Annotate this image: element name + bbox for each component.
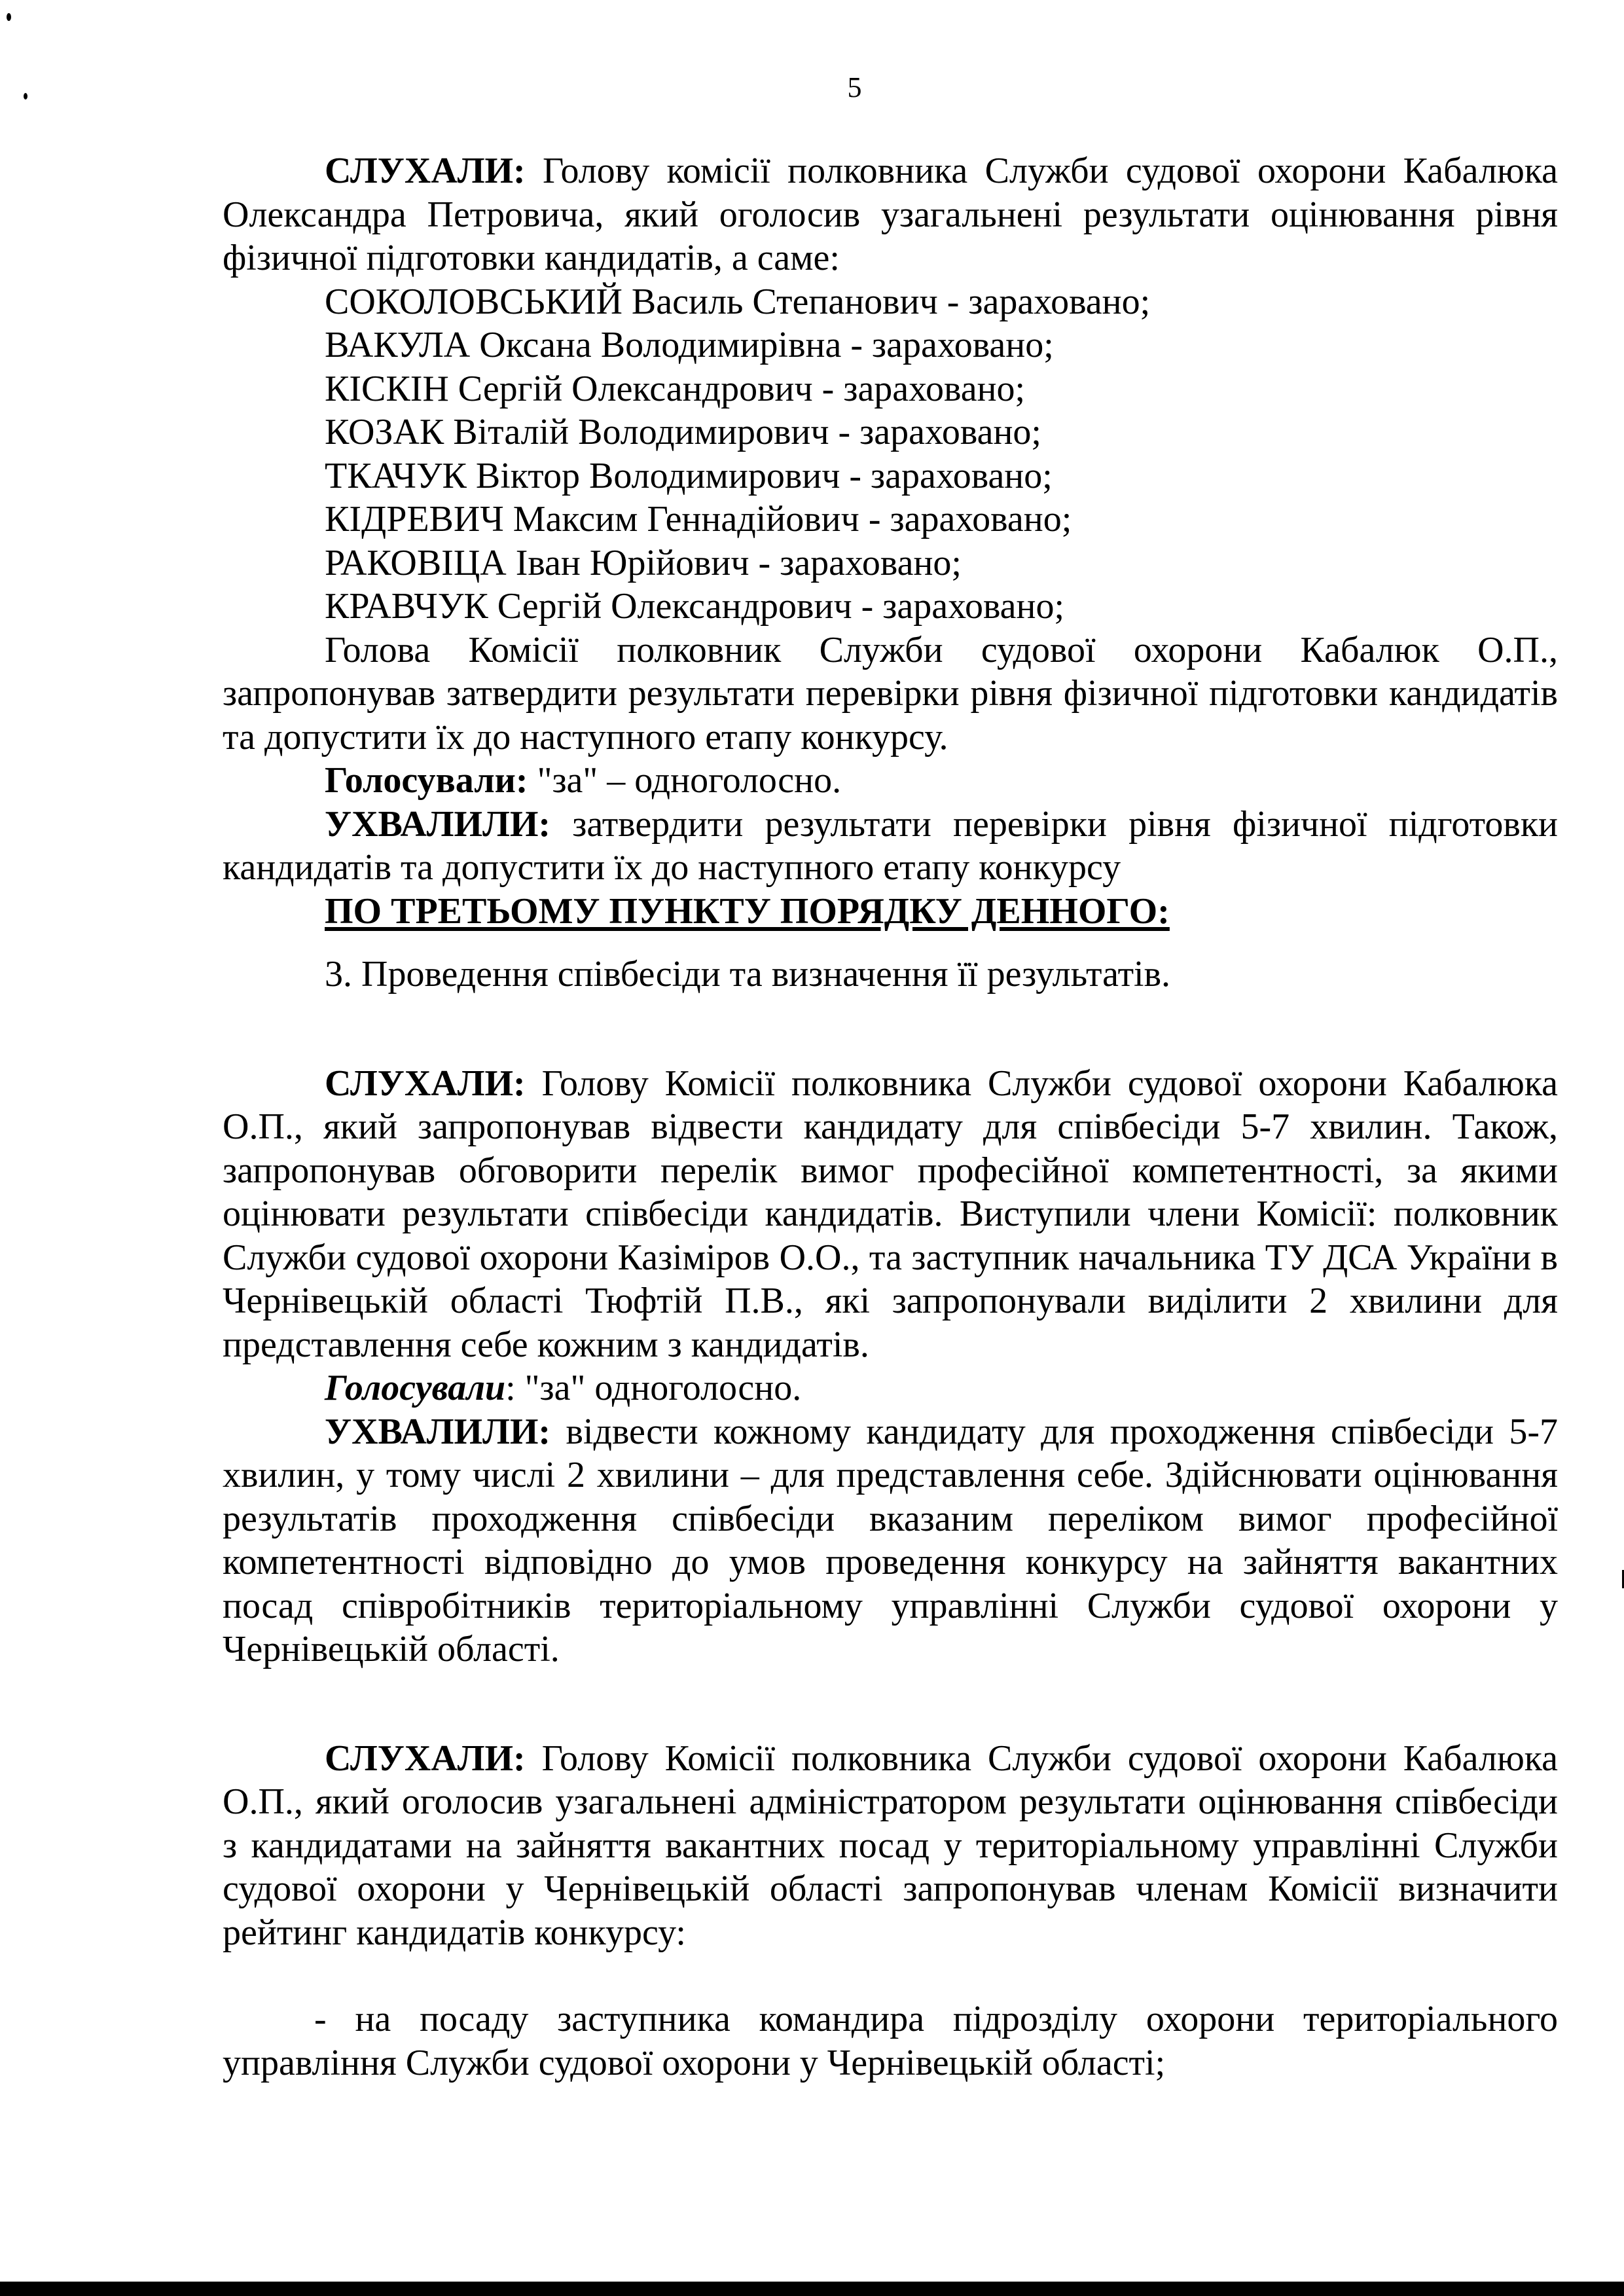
candidate-item — [223, 367, 1558, 411]
candidate-name: РАКОВІЦА Іван Юрійович — [325, 542, 749, 583]
scan-bottom-border — [0, 2282, 1624, 2296]
resolution-paragraph — [223, 803, 1558, 890]
heard-text: Голову Комісії полковника Служби судової охорони Кабалюка О.П., який оголосив узагальнені адміністратором результати оцінювання співбесіди з кандидатами на зайняття вакантних посад у територіальному управлінні Служби судової охорони у Чернівецькій області запропонував членам Комісії визначити рейтинг кандидатів конкурсу: — [223, 1738, 1558, 1953]
candidate-item — [223, 454, 1558, 498]
candidate-item — [223, 410, 1558, 454]
vote-text: "за" – одноголосно. — [528, 760, 842, 801]
heard-text: Голову комісії полковника Служби судової охорони Кабалюка Олександра Петровича, який оголосив узагальнені результати оцінювання рівня фізичної підготовки кандидатів, а саме: — [223, 151, 1558, 278]
candidate-item — [223, 541, 1558, 585]
resolution-label: УХВАЛИЛИ: — [325, 803, 551, 845]
candidate-result: - зараховано; — [749, 542, 962, 583]
heard-label: СЛУХАЛИ: — [325, 1738, 526, 1779]
candidate-name: КОЗАК Віталій Володимирович — [325, 412, 829, 452]
page-number: 5 — [847, 71, 862, 103]
candidate-name: ТКАЧУК Віктор Володимирович — [325, 455, 840, 496]
candidate-name: СОКОЛОВСЬКИЙ Василь Степанович — [325, 281, 938, 322]
proposal-paragraph: Голова Комісії полковник Служби судової охорони Кабалюк О.П., запропонував затвердити результати перевірки рівня фізичної підготовки кандидатів та допустити їх до наступного етапу конкурсу. — [223, 629, 1558, 757]
vote-label: Голосували — [325, 1368, 506, 1408]
candidate-result: - зараховано; — [812, 368, 1026, 409]
candidate-item — [223, 280, 1558, 324]
heard-label: СЛУХАЛИ: — [325, 151, 526, 191]
vote-text: : "за" одноголосно. — [505, 1368, 802, 1408]
resolution-paragraph — [223, 1410, 1558, 1671]
document-body — [223, 149, 1558, 2085]
heard-text: Голову Комісії полковника Служби судової охорони Кабалюка О.П., який запропонував відвести кандидату для співбесіди 5-7 хвилин. Також, запропонував обговорити перелік вимог професійної компетентності, за якими оцінювати результати співбесіди кандидатів. Виступили члени Комісії: полковник Служби судової охорони Казіміров О.О., та заступник начальника ТУ ДСА України в Чернівецькій області Тюфтій П.В., які запропонували виділити 2 хвилини для представлення себе кожним з кандидатів. — [223, 1063, 1558, 1365]
position-item: - на посаду заступника командира підрозділу охорони територіального управління Служби судової охорони у Чернівецькій області; — [223, 1999, 1558, 2083]
candidate-list — [223, 280, 1558, 629]
candidate-item — [223, 585, 1558, 629]
candidate-item — [223, 498, 1558, 541]
candidate-name: КІСКІН Сергій Олександрович — [325, 368, 813, 409]
heard-label: СЛУХАЛИ: — [325, 1063, 526, 1104]
candidate-result: - зараховано; — [840, 455, 1053, 496]
vote-label: Голосували: — [325, 760, 528, 801]
candidate-result: - зараховано; — [829, 412, 1041, 452]
heard-paragraph-physical — [223, 149, 1558, 280]
resolution-text: відвести кожному кандидату для проходження співбесіди 5-7 хвилин, у тому числі 2 хвилини – для представлення себе. Здійснювати оцінювання результатів проходження співбесіди вказаним переліком вимог професійної компетентності відповідно до умов проведення конкурсу на зайняття вакантних посад співробітників територіальному управлінні Служби судової охорони у Чернівецькій області. — [223, 1411, 1558, 1669]
vote-line — [223, 759, 1558, 803]
agenda-heading-third: ПО ТРЕТЬОМУ ПУНКТУ ПОРЯДКУ ДЕННОГО: — [325, 890, 1170, 932]
vote-line — [223, 1366, 1558, 1410]
heard-paragraph-results — [223, 1737, 1558, 1955]
candidate-item — [223, 323, 1558, 367]
candidate-result: - зараховано; — [859, 499, 1072, 539]
scan-speck — [7, 13, 11, 21]
agenda-item: 3. Проведення співбесіди та визначення її результатів. — [325, 954, 1171, 994]
heard-paragraph-interview — [223, 1062, 1558, 1367]
resolution-text: затвердити результати перевірки рівня фізичної підготовки кандидатів та допустити їх до наступного етапу конкурсу — [223, 803, 1558, 888]
resolution-label: УХВАЛИЛИ: — [325, 1411, 551, 1452]
candidate-result: - зараховано; — [852, 586, 1065, 627]
candidate-name: КРАВЧУК Сергій Олександрович — [325, 586, 852, 627]
candidate-result: - зараховано; — [841, 325, 1054, 365]
candidate-name: КІДРЕВИЧ Максим Геннадійович — [325, 499, 859, 539]
candidate-name: ВАКУЛА Оксана Володимирівна — [325, 325, 842, 365]
candidate-result: - зараховано; — [937, 281, 1151, 322]
